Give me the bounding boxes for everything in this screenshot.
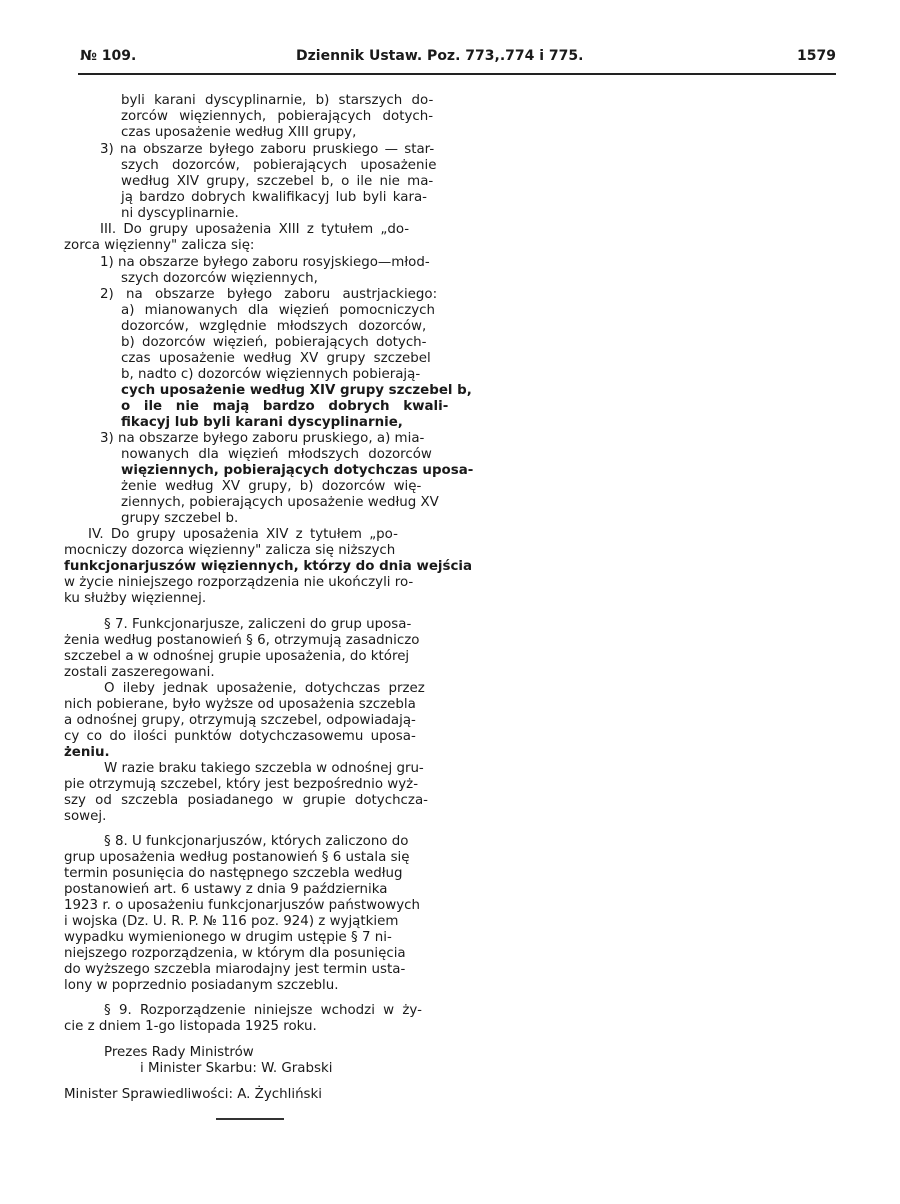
text-line: szych dozorców więziennych, bbox=[121, 271, 318, 286]
text-line: IV. Do grupy uposażenia XIV z tytułem „po- bbox=[88, 527, 398, 542]
text-line: szych dozorców, pobierających uposażenie bbox=[121, 158, 437, 173]
text-line: czas uposażenie według XIII grupy, bbox=[121, 125, 357, 140]
text-line: pie otrzymują szczebel, który jest bezpośrednio wyż- bbox=[64, 777, 419, 792]
text-line: a odnośnej grupy, otrzymują szczebel, odpowiadają- bbox=[64, 713, 416, 728]
text-line: niejszego rozporządzenia, w którym dla posunięcia bbox=[64, 946, 406, 961]
section-7: § 7. Funkcjonarjusze, zaliczeni do grup uposa- bbox=[104, 617, 412, 632]
text-line: b) dozorców więzień, pobierających dotych- bbox=[121, 335, 427, 350]
text-line: O ileby jednak uposażenie, dotychczas przez bbox=[104, 681, 425, 696]
text-line: i wojska (Dz. U. R. P. № 116 poz. 924) z wyjątkiem bbox=[64, 914, 399, 929]
text-line: 3) na obszarze byłego zaboru pruskiego — star- bbox=[100, 142, 435, 157]
text-line: nich pobierane, było wyższe od uposażenia szczebla bbox=[64, 697, 416, 712]
text-line: cy co do ilości punktów dotychczasowemu uposa- bbox=[64, 729, 416, 744]
text-line: więziennych, pobierających dotychczas uposa- bbox=[121, 463, 474, 478]
text-line: żenia według postanowień § 6, otrzymują zasadniczo bbox=[64, 633, 420, 648]
text-line: do wyższego szczebla miarodajny jest termin usta- bbox=[64, 962, 406, 977]
text-line: według XIV grupy, szczebel b, o ile nie ma- bbox=[121, 174, 434, 189]
text-line: zorców więziennych, pobierających dotych- bbox=[121, 109, 434, 124]
text-line: 1) na obszarze byłego zaboru rosyjskiego—młod- bbox=[100, 255, 430, 270]
text-line: czas uposażenie według XV grupy szczebel bbox=[121, 351, 431, 366]
text-line: żeniu. bbox=[64, 745, 110, 760]
text-line: dozorców, względnie młodszych dozorców, bbox=[121, 319, 427, 334]
text-line: fikacyj lub byli karani dyscyplinarnie, bbox=[121, 415, 403, 430]
text-line: 1923 r. o uposażeniu funkcjonarjuszów państwowych bbox=[64, 898, 420, 913]
page-header bbox=[78, 48, 836, 70]
text-line: szczebel a w odnośnej grupie uposażenia, do której bbox=[64, 649, 410, 664]
text-line: cych uposażenie według XIV grupy szczebel b, bbox=[121, 383, 472, 398]
text-line: b, nadto c) dozorców więziennych pobierają- bbox=[121, 367, 421, 382]
text-line: postanowień art. 6 ustawy z dnia 9 października bbox=[64, 882, 388, 897]
text-line: ni dyscyplinarnie. bbox=[121, 206, 239, 221]
text-line: ją bardzo dobrych kwalifikacyj lub byli kara- bbox=[121, 190, 427, 205]
text-line: wypadku wymienionego w drugim ustępie § 7 ni- bbox=[64, 930, 392, 945]
signature-finance-minister: i Minister Skarbu: W. Grabski bbox=[140, 1061, 333, 1076]
page-number: 1579 bbox=[797, 48, 836, 64]
text-line: sowej. bbox=[64, 809, 107, 824]
header-rule bbox=[78, 73, 836, 75]
text-line: W razie braku takiego szczebla w odnośnej gru- bbox=[104, 761, 424, 776]
journal-title: Dziennik Ustaw. Poz. 773,.774 i 775. bbox=[296, 48, 584, 64]
text-line: a) mianowanych dla więzień pomocniczych bbox=[121, 303, 435, 318]
text-line: lony w poprzednio posiadanym szczeblu. bbox=[64, 978, 339, 993]
text-line: szy od szczebla posiadanego w grupie dotychcza- bbox=[64, 793, 428, 808]
text-line: byli karani dyscyplinarnie, b) starszych do- bbox=[121, 93, 434, 108]
section-8: § 8. U funkcjonarjuszów, których zaliczono do bbox=[104, 834, 409, 849]
text-line: grup uposażenia według postanowień § 6 ustala się bbox=[64, 850, 410, 865]
text-line: III. Do grupy uposażenia XIII z tytułem „do- bbox=[100, 222, 410, 237]
text-line: mocniczy dozorca więzienny" zalicza się niższych bbox=[64, 543, 396, 558]
text-line: cie z dniem 1-go listopada 1925 roku. bbox=[64, 1019, 317, 1034]
text-line: 3) na obszarze byłego zaboru pruskiego, a) mia- bbox=[100, 431, 425, 446]
text-line: w życie niniejszego rozporządzenia nie ukończyli ro- bbox=[64, 575, 414, 590]
text-line: nowanych dla więzień młodszych dozorców bbox=[121, 447, 432, 462]
text-line: ziennych, pobierających uposażenie według XV bbox=[121, 495, 439, 510]
signature-title-1: Prezes Rady Ministrów bbox=[104, 1045, 254, 1060]
text-line: grupy szczebel b. bbox=[121, 511, 239, 526]
text-line: żenie według XV grupy, b) dozorców wię- bbox=[121, 479, 422, 494]
text-line: o ile nie mają bardzo dobrych kwali- bbox=[121, 399, 449, 414]
section-9: § 9. Rozporządzenie niniejsze wchodzi w ży- bbox=[104, 1003, 422, 1018]
text-line: ku służby więziennej. bbox=[64, 591, 207, 606]
closing-rule bbox=[216, 1118, 284, 1120]
text-line: zorca więzienny" zalicza się: bbox=[64, 238, 255, 253]
signature-justice-minister: Minister Sprawiedliwości: A. Żychliński bbox=[64, 1087, 323, 1102]
text-line: funkcjonarjuszów więziennych, którzy do dnia wejścia bbox=[64, 559, 473, 574]
text-line: 2) na obszarze byłego zaboru austrjackiego: bbox=[100, 287, 438, 302]
text-line: termin posunięcia do następnego szczebla według bbox=[64, 866, 403, 881]
issue-number: № 109. bbox=[80, 48, 137, 64]
text-line: zostali zaszeregowani. bbox=[64, 665, 215, 680]
